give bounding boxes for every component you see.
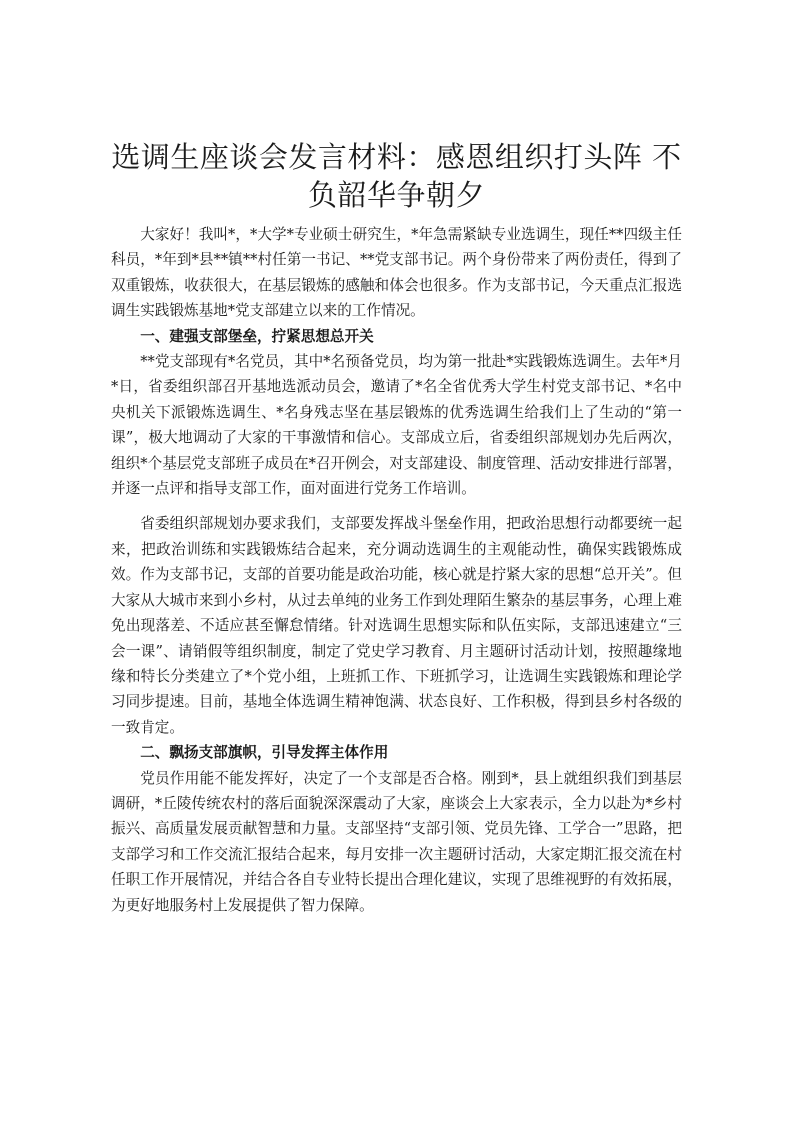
document-title: 选调生座谈会发言材料：感恩组织打头阵 不负韶华争朝夕 <box>111 140 682 212</box>
section-2-heading: 二、飘扬支部旗帜，引导发挥主体作用 <box>140 744 389 762</box>
section-1-paragraph-1: **党支部现有*名党员，其中*名预备党员，均为第一批赴*实践锻炼选调生。去年*月*日，省委组织部召开基地选派动员会，邀请了*名全省优秀大学生村党支部书记、*名中央机关下派锻炼选调生、*名身残志坚在基层锻炼的优秀选调生给我们上了生动的“第一课”，极大地调动了大家的干事激情和信心。支部成立后，省委组织部规划办先后两次，组织*个基层党支部班子成员在*召开例会，对支部建设、制度管理、活动安排进行部署，并逐一点评和指导支部工作，面对面进行党务工作培训。 <box>111 353 682 498</box>
section-1-heading: 一、建强支部堡垒，拧紧思想总开关 <box>140 327 374 345</box>
section-2-paragraph-1: 党员作用能不能发挥好，决定了一个支部是否合格。刚到*，县上就组织我们到基层调研，*丘陵传统农村的落后面貌深深震动了大家，座谈会上大家表示，全力以赴为*乡村振兴、高质量发展贡献智慧和力量。支部坚持“支部引领、党员先锋、工学合一”思路，把支部学习和工作交流汇报结合起来，每月安排一次主题研讨活动，大家定期汇报交流在村任职工作开展情况，并结合各自专业特长提出合理化建议，实现了思维视野的有效拓展，为更好地服务村上发展提供了智力保障。 <box>111 769 682 914</box>
document-body <box>111 138 682 918</box>
intro-paragraph: 大家好！我叫*，*大学*专业硕士研究生，*年急需紧缺专业选调生，现任**四级主任科员，*年到*县**镇**村任第一书记、**党支部书记。两个身份带来了两份责任，得到了双重锻炼，收获很大，在基层锻炼的感触和体会也很多。作为支部书记，今天重点汇报选调生实践锻炼基地*党支部建立以来的工作情况。 <box>111 226 682 320</box>
section-1-paragraph-2: 省委组织部规划办要求我们，支部要发挥战斗堡垒作用，把政治思想行动都要统一起来，把政治训练和实践锻炼结合起来，充分调动选调生的主观能动性，确保实践锻炼成效。作为支部书记，支部的首要功能是政治功能，核心就是拧紧大家的思想“总开关”。但大家从大城市来到小乡村，从过去单纯的业务工作到处理陌生繁杂的基层事务，心理上难免出现落差、不适应甚至懈怠情绪。针对选调生思想实际和队伍实际，支部迅速建立“三会一课”、请销假等组织制度，制定了党史学习教育、月主题研讨活动计划，按照趣缘地缘和特长分类建立了*个党小组，上班抓工作、下班抓学习，让选调生实践锻炼和理论学习同步提速。目前，基地全体选调生精神饱满、状态良好、工作积极，得到县乡村各级的一致肯定。 <box>111 515 682 736</box>
